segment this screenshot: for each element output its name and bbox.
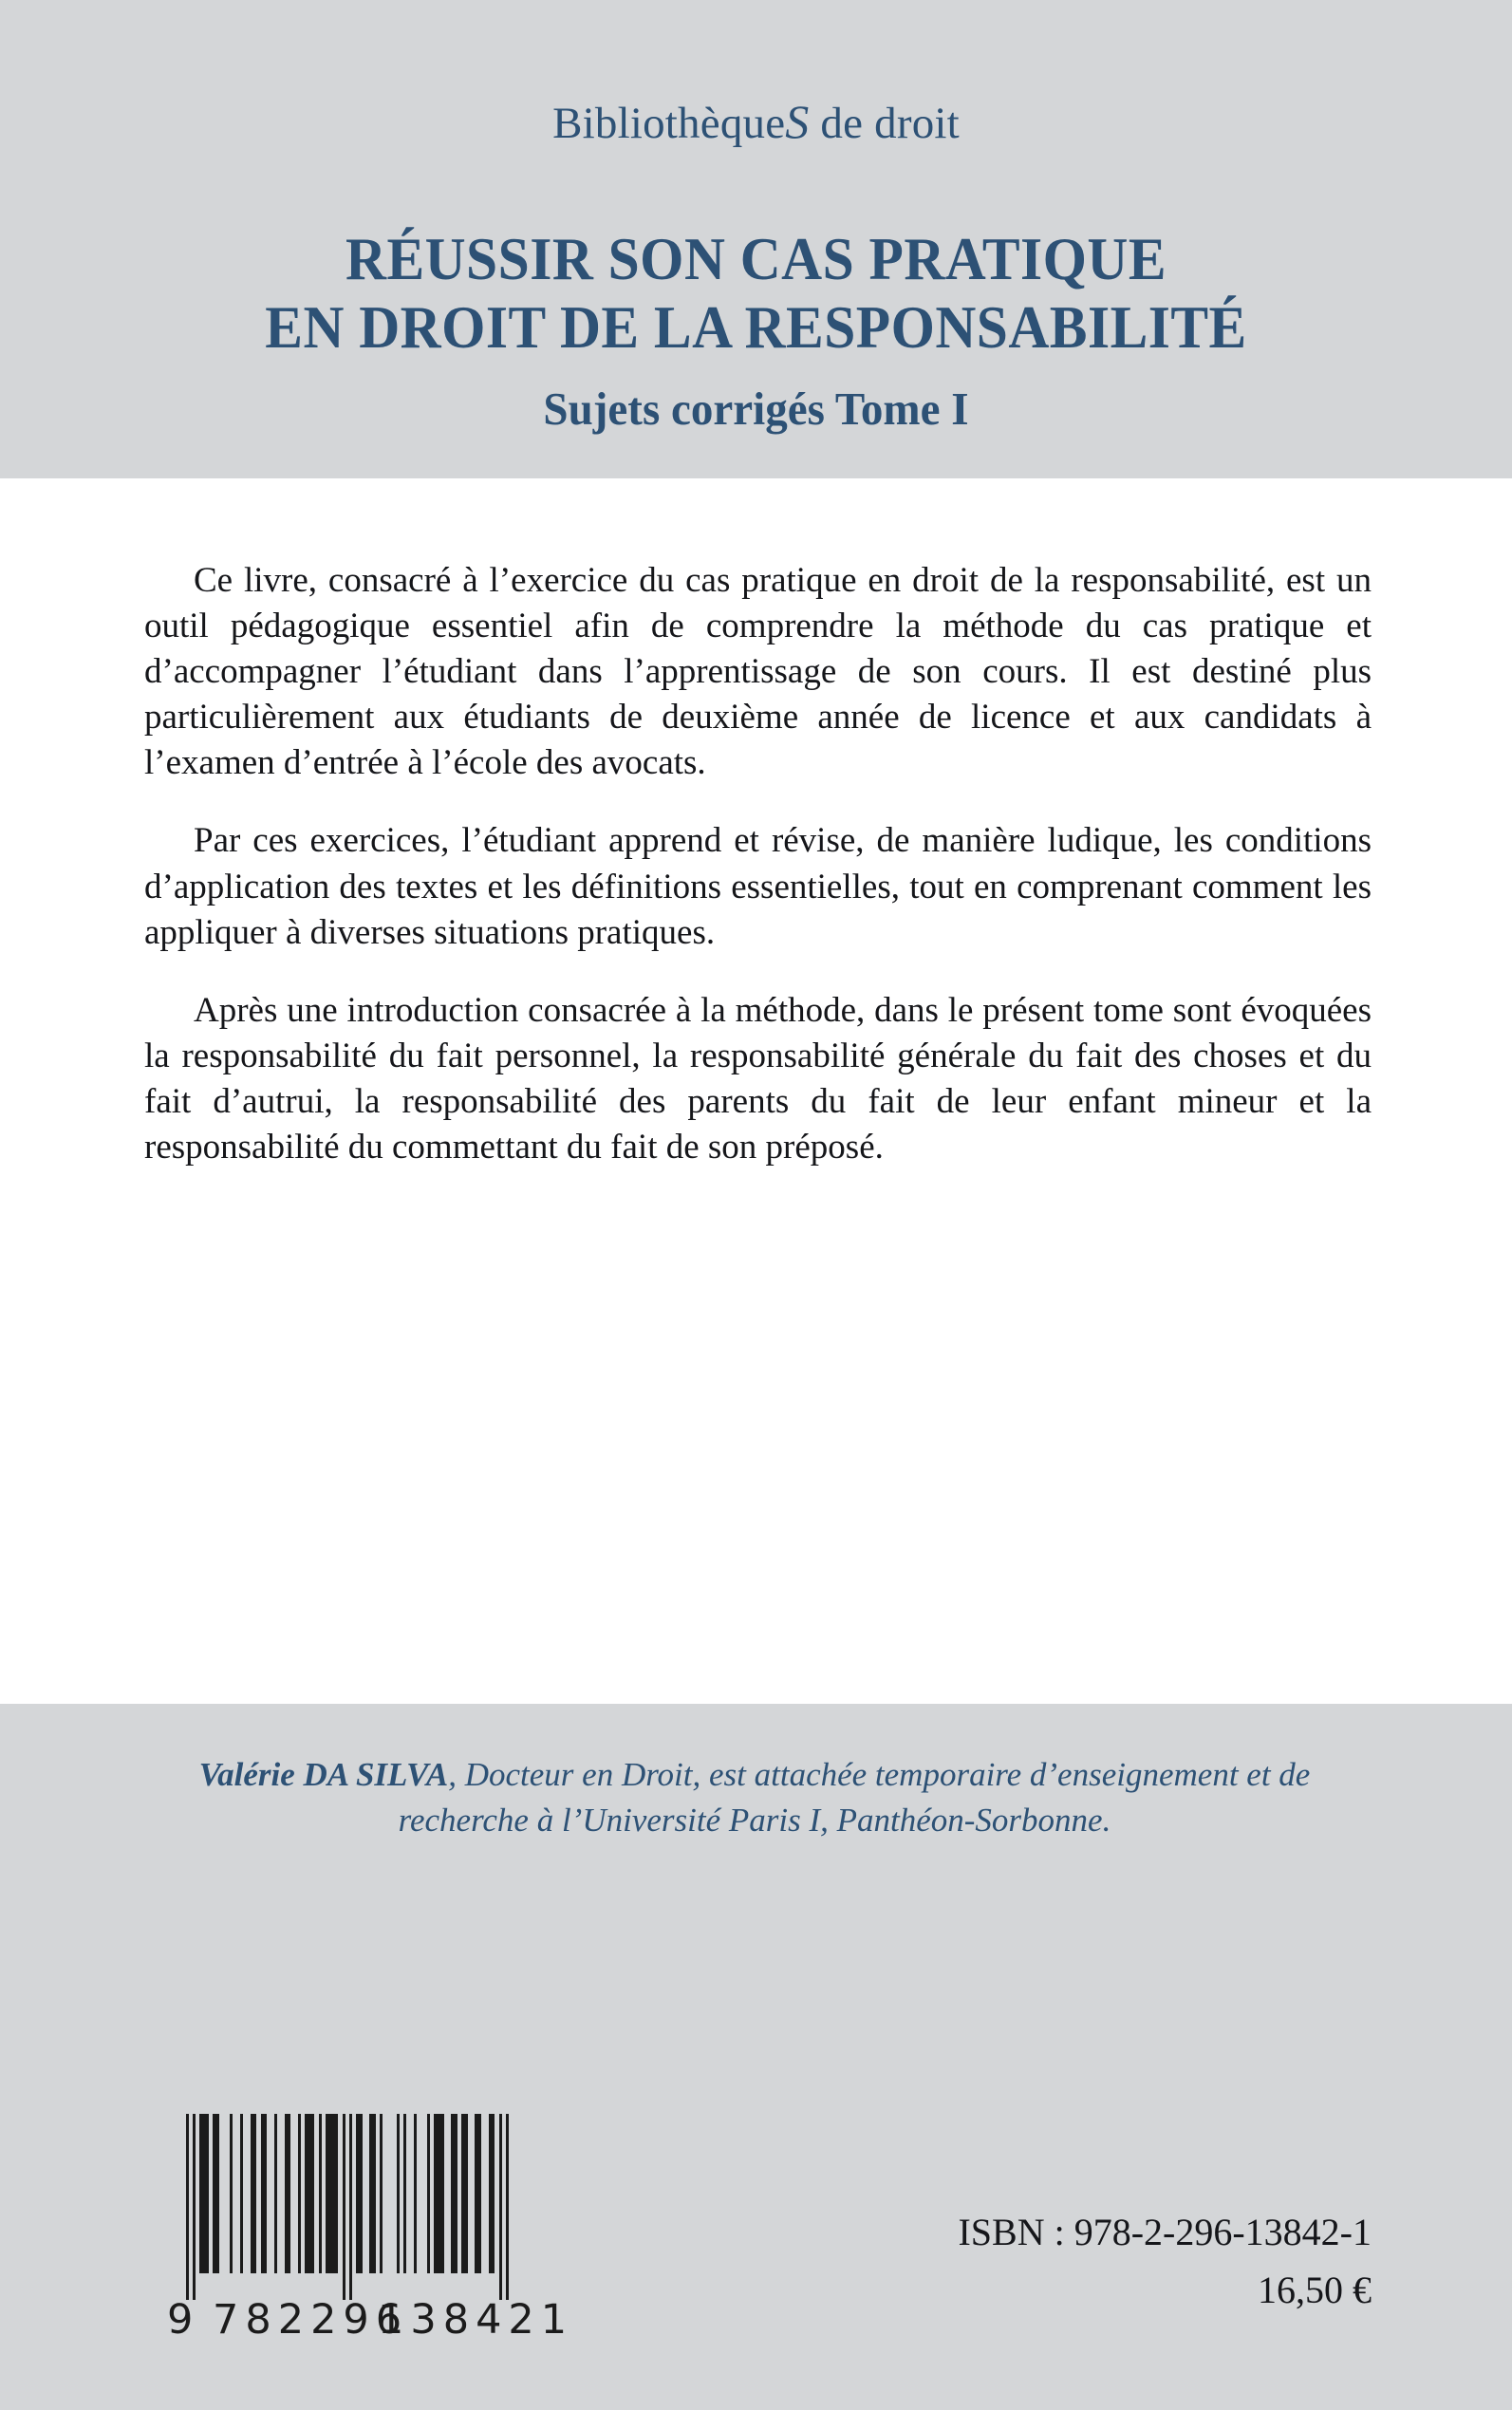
barcode-bar [199, 2114, 209, 2273]
blurb-paragraph: Ce livre, consacré à l’exercice du cas pratique en droit de la responsabilité, est un outil pédagogique essentiel afin de comprendre la méthode du cas pratique et d’accompagner l’étudiant dans l’apprentissage de son cours. Il est destiné plus particulièrement aux étudiants de deuxième année de licence et aux candidats à l’examen d’entrée à l’école des avocats. [144, 561, 1372, 783]
barcode-bar [305, 2114, 314, 2273]
barcode-bars [167, 2114, 528, 2300]
barcode-bar [213, 2114, 219, 2273]
author-biography-text: , Docteur en Droit, est attachée temporaire d’enseignement et de recherche à l’Université Paris I, Panthéon-Sorbonne. [398, 1756, 1311, 1839]
barcode-bar [434, 2114, 443, 2273]
ean13-barcode [167, 2114, 574, 2365]
price-value: 16,50 € [1258, 2268, 1372, 2311]
blurb-paragraph: Après une introduction consacrée à la méthode, dans le présent tome sont évoquées la responsabilité du fait personnel, la responsabilité générale du fait des choses et du fait d’autrui, la responsabilité des parents du fait de leur enfant mineur et la responsabilité du commettant du fait de son préposé. [144, 990, 1372, 1168]
barcode-bar [427, 2114, 430, 2273]
back-cover-blurb [144, 558, 1372, 1170]
series-suffix: de droit [809, 99, 960, 148]
barcode-bar [230, 2114, 233, 2273]
barcode-digits [167, 2296, 574, 2353]
blurb-paragraph: Par ces exercices, l’étudiant apprend et révise, de manière ludique, les conditions d’application des textes et les définitions essentielles, tout en comprenant comment les appliquer à diverses situations pratiques. [144, 821, 1372, 952]
barcode-bar [298, 2114, 301, 2273]
isbn-price-block [958, 2204, 1372, 2320]
barcode-bar [193, 2114, 196, 2300]
barcode-bar [343, 2114, 345, 2300]
title-line-1: RÉUSSIR SON CAS PRATIQUE [345, 225, 1167, 292]
barcode-bar [240, 2114, 243, 2273]
barcode-bar [319, 2114, 322, 2273]
barcode-bar [369, 2114, 376, 2273]
book-subtitle: Sujets corrigés Tome I [543, 383, 969, 436]
barcode-bar [475, 2114, 481, 2273]
barcode-bar [403, 2114, 406, 2273]
barcode-bar [186, 2114, 189, 2300]
barcode-bar [274, 2114, 277, 2273]
series-collection-label [0, 95, 1512, 148]
author-name: Valérie DA SILVA [198, 1756, 449, 1793]
book-title-block [0, 225, 1512, 436]
barcode-bar [380, 2114, 383, 2273]
barcode-bar [326, 2114, 339, 2273]
barcode-bar [356, 2114, 363, 2273]
barcode-bar [461, 2114, 468, 2273]
barcode-bar [414, 2114, 417, 2273]
series-prefix: Bibliothèque [552, 99, 786, 148]
barcode-bar [261, 2114, 268, 2273]
barcode-bar [451, 2114, 457, 2273]
barcode-bar [506, 2114, 509, 2300]
barcode-left-group: 782296 [213, 2296, 409, 2344]
barcode-bar [349, 2114, 352, 2300]
isbn-value: ISBN : 978-2-296-13842-1 [958, 2211, 1372, 2253]
title-line-2: EN DROIT DE LA RESPONSABILITÉ [265, 292, 1247, 361]
author-biography [133, 1752, 1376, 1842]
barcode-bar [397, 2114, 400, 2273]
barcode-bar [489, 2114, 495, 2273]
series-swash-s: S [785, 95, 810, 148]
barcode-bar [285, 2114, 291, 2273]
barcode-lead-digit: 9 [167, 2296, 196, 2344]
barcode-bar [251, 2114, 257, 2273]
barcode-bar [499, 2114, 502, 2300]
barcode-right-group: 138421 [378, 2296, 574, 2344]
